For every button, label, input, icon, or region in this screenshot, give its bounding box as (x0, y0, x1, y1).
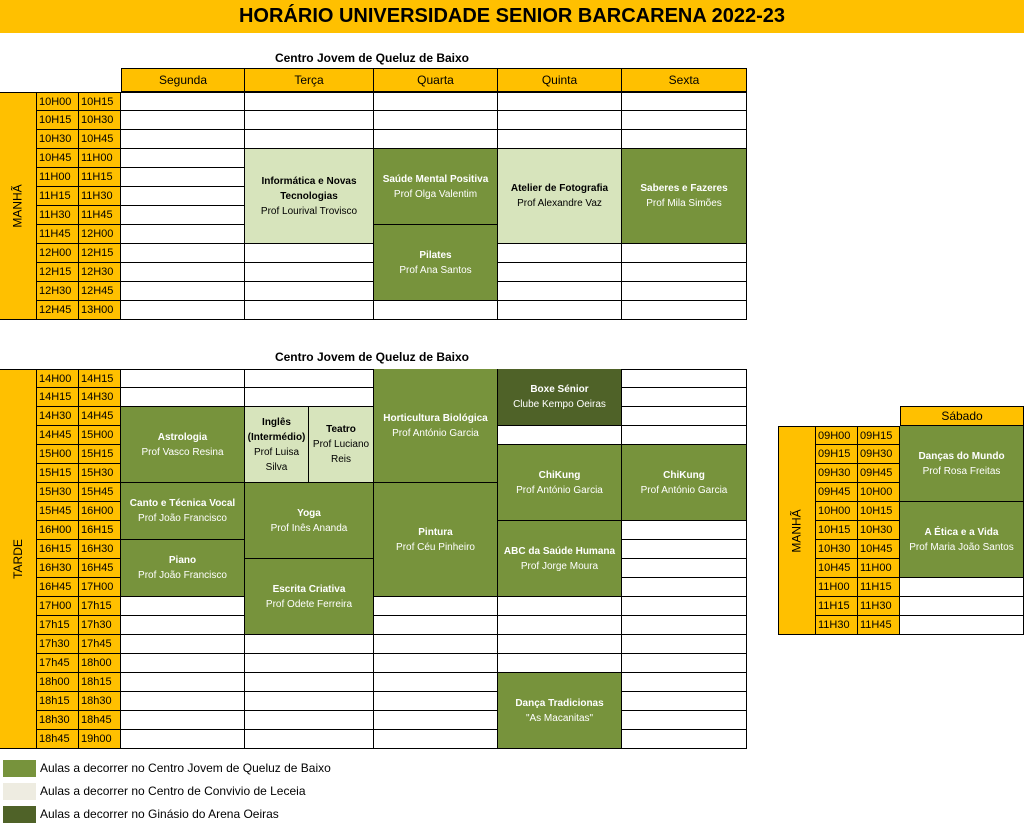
class-teacher: Clube Kempo Oeiras (513, 399, 606, 410)
empty-slot (121, 616, 245, 635)
period-label-text: MANHÃ (11, 184, 25, 228)
empty-slot (121, 263, 245, 282)
time-end: 11H30 (858, 597, 900, 616)
time-start: 18h30 (37, 711, 79, 730)
empty-slot (622, 540, 747, 559)
empty-slot (245, 263, 374, 282)
class-name: Saberes e Fazeres (640, 183, 728, 194)
empty-slot (245, 111, 374, 130)
empty-slot (121, 673, 245, 692)
empty-slot (245, 244, 374, 263)
class-name: Dança Tradicionas (515, 697, 604, 709)
class-teatro (309, 407, 374, 483)
morning-period-label (0, 92, 37, 320)
class-name: Horticultura Biológica (383, 412, 488, 424)
empty-slot (245, 673, 374, 692)
time-start: 10H00 (37, 92, 79, 111)
empty-slot (121, 225, 245, 244)
time-start: 09H00 (816, 426, 858, 445)
time-end: 14H15 (79, 369, 121, 388)
time-start: 10H00 (816, 502, 858, 521)
class-teacher: Prof João Francisco (138, 513, 227, 524)
period-label-text: TARDE (11, 539, 25, 579)
empty-slot (498, 282, 622, 301)
time-end: 09H45 (858, 464, 900, 483)
class-teacher: Prof António Garcia (516, 484, 603, 496)
empty-slot (121, 711, 245, 730)
time-start: 12H45 (37, 301, 79, 320)
time-end: 14H45 (79, 407, 121, 426)
empty-slot (622, 673, 747, 692)
time-end: 15H45 (79, 483, 121, 502)
empty-slot (498, 130, 622, 149)
class-teacher: Prof Jorge Moura (520, 560, 599, 572)
time-start: 15H30 (37, 483, 79, 502)
time-start: 17h45 (37, 654, 79, 673)
empty-slot (121, 692, 245, 711)
empty-slot (498, 301, 622, 320)
empty-slot (245, 654, 374, 673)
class-abc-saude (498, 521, 622, 597)
empty-slot (622, 521, 747, 540)
class-dancas-mundo (900, 426, 1024, 502)
empty-slot (622, 263, 747, 282)
time-start: 09H15 (816, 445, 858, 464)
time-end: 12H30 (79, 263, 121, 282)
time-start: 16H45 (37, 578, 79, 597)
class-ingles (245, 407, 309, 483)
class-fotografia (498, 149, 622, 244)
class-teacher: "As Macanitas" (525, 712, 594, 724)
empty-slot (245, 130, 374, 149)
class-teacher: Prof Ana Santos (399, 264, 472, 276)
empty-slot (121, 369, 245, 388)
class-saude-mental (374, 149, 498, 225)
time-start: 16H30 (37, 559, 79, 578)
time-start: 17h15 (37, 616, 79, 635)
time-end: 16H45 (79, 559, 121, 578)
empty-slot (498, 635, 622, 654)
empty-slot (622, 578, 747, 597)
time-end: 18h45 (79, 711, 121, 730)
class-pintura (374, 483, 498, 597)
empty-slot (245, 92, 374, 111)
time-start: 18h45 (37, 730, 79, 749)
class-chikung-sexta (622, 445, 747, 521)
class-piano (121, 540, 245, 597)
class-name: Atelier de Fotografia (510, 183, 609, 194)
empty-slot (245, 692, 374, 711)
class-name: Astrologia (157, 431, 208, 443)
time-start: 17H00 (37, 597, 79, 616)
class-name: Yoga (297, 507, 321, 519)
class-danca (498, 673, 622, 749)
empty-slot (374, 654, 498, 673)
time-end: 10H30 (79, 111, 121, 130)
empty-slot (374, 111, 498, 130)
day-header-terça: Terça (245, 68, 374, 92)
class-teacher: Prof Alexandre Vaz (517, 198, 602, 209)
empty-slot (245, 635, 374, 654)
empty-slot (498, 263, 622, 282)
time-end: 11H15 (858, 578, 900, 597)
empty-slot (374, 130, 498, 149)
class-name: Saúde Mental Positiva (382, 173, 489, 185)
empty-slot (121, 92, 245, 111)
class-teacher: Prof Maria João Santos (909, 541, 1014, 553)
time-start: 14H00 (37, 369, 79, 388)
empty-slot (498, 616, 622, 635)
time-end: 11H15 (79, 168, 121, 187)
time-end: 19h00 (79, 730, 121, 749)
class-pilates (374, 225, 498, 301)
empty-slot (121, 654, 245, 673)
empty-slot (622, 616, 747, 635)
morning-venue-title: Centro Jovem de Queluz de Baixo (274, 51, 470, 65)
class-name: Piano (168, 555, 197, 566)
legend-label-arena: Aulas a decorrer no Ginásio do Arena Oeiras (40, 807, 279, 821)
empty-slot (622, 559, 747, 578)
empty-slot (121, 111, 245, 130)
empty-slot (622, 407, 747, 426)
empty-slot (622, 92, 747, 111)
time-end: 12H15 (79, 244, 121, 263)
empty-slot (121, 130, 245, 149)
saturday-period-label (778, 426, 816, 635)
class-name: ABC da Saúde Humana (503, 545, 616, 557)
time-start: 12H30 (37, 282, 79, 301)
time-end: 15H00 (79, 426, 121, 445)
time-end: 10H30 (858, 521, 900, 540)
time-start: 10H15 (37, 111, 79, 130)
time-end: 12H00 (79, 225, 121, 244)
time-end: 17H00 (79, 578, 121, 597)
time-start: 15H00 (37, 445, 79, 464)
empty-slot (900, 578, 1024, 597)
class-name: Informática e Novas Tecnologias (261, 175, 357, 202)
time-end: 15H30 (79, 464, 121, 483)
time-start: 09H45 (816, 483, 858, 502)
time-start: 10H30 (37, 130, 79, 149)
empty-slot (622, 130, 747, 149)
morning-schedule-grid (0, 68, 747, 321)
time-end: 11H45 (858, 616, 900, 635)
class-yoga (245, 483, 374, 559)
class-name: Pilates (419, 249, 452, 261)
empty-slot (121, 730, 245, 749)
empty-slot (121, 635, 245, 654)
time-end: 16H00 (79, 502, 121, 521)
class-astrologia (121, 407, 245, 483)
day-header-sabado: Sábado (900, 406, 1024, 426)
afternoon-schedule-grid (0, 369, 747, 749)
empty-slot (498, 597, 622, 616)
class-name: Pintura (418, 526, 453, 538)
class-teacher: Prof Olga Valentim (393, 188, 478, 200)
time-start: 11H15 (816, 597, 858, 616)
time-end: 10H15 (79, 92, 121, 111)
time-start: 10H30 (816, 540, 858, 559)
legend-swatch-arena (3, 806, 36, 823)
day-header-sexta: Sexta (622, 68, 747, 92)
empty-slot (498, 426, 622, 445)
afternoon-venue-title: Centro Jovem de Queluz de Baixo (274, 350, 470, 364)
time-end: 17h30 (79, 616, 121, 635)
time-start: 14H15 (37, 388, 79, 407)
time-end: 10H00 (858, 483, 900, 502)
empty-slot (374, 692, 498, 711)
time-end: 12H45 (79, 282, 121, 301)
empty-slot (622, 597, 747, 616)
class-teacher: Prof Inês Ananda (270, 522, 348, 534)
empty-slot (374, 92, 498, 111)
empty-slot (121, 187, 245, 206)
empty-slot (245, 730, 374, 749)
empty-slot (622, 692, 747, 711)
empty-slot (622, 635, 747, 654)
empty-slot (622, 730, 747, 749)
time-start: 11H30 (37, 206, 79, 225)
empty-slot (900, 597, 1024, 616)
time-end: 11H45 (79, 206, 121, 225)
time-start: 12H15 (37, 263, 79, 282)
time-end: 09H15 (858, 426, 900, 445)
class-informatica (245, 149, 374, 244)
period-label-text: MANHÃ (790, 508, 804, 553)
time-end: 13H00 (79, 301, 121, 320)
class-teacher: Prof Luisa Silva (253, 446, 300, 473)
empty-slot (121, 597, 245, 616)
empty-slot (374, 673, 498, 692)
class-name: A Ética e a Vida (924, 526, 999, 538)
time-end: 18h15 (79, 673, 121, 692)
time-end: 11H00 (858, 559, 900, 578)
empty-slot (622, 111, 747, 130)
empty-slot (374, 616, 498, 635)
time-end: 11H30 (79, 187, 121, 206)
day-header-quarta: Quarta (374, 68, 498, 92)
time-start: 17h30 (37, 635, 79, 654)
empty-slot (498, 111, 622, 130)
empty-slot (622, 244, 747, 263)
empty-slot (121, 301, 245, 320)
class-name: Inglês (Intermédio) (247, 416, 306, 443)
time-start: 18h15 (37, 692, 79, 711)
time-start: 16H15 (37, 540, 79, 559)
time-end: 10H45 (79, 130, 121, 149)
time-end: 14H30 (79, 388, 121, 407)
saturday-schedule-grid (778, 406, 1024, 636)
class-name: ChiKung (663, 469, 705, 481)
time-start: 15H45 (37, 502, 79, 521)
class-name: Teatro (326, 424, 356, 435)
time-start: 11H45 (37, 225, 79, 244)
time-end: 18h30 (79, 692, 121, 711)
time-start: 18h00 (37, 673, 79, 692)
empty-slot (900, 616, 1024, 635)
class-teacher: Prof Luciano Reis (312, 439, 370, 465)
empty-slot (622, 388, 747, 407)
empty-slot (622, 282, 747, 301)
class-horticultura (374, 369, 498, 483)
empty-slot (374, 635, 498, 654)
time-start: 11H00 (816, 578, 858, 597)
empty-slot (374, 730, 498, 749)
time-start: 14H45 (37, 426, 79, 445)
empty-slot (121, 244, 245, 263)
time-start: 14H30 (37, 407, 79, 426)
empty-slot (121, 168, 245, 187)
time-end: 16H15 (79, 521, 121, 540)
class-name: Escrita Criativa (272, 583, 346, 595)
empty-slot (374, 301, 498, 320)
time-start: 16H00 (37, 521, 79, 540)
time-end: 18h00 (79, 654, 121, 673)
time-start: 10H15 (816, 521, 858, 540)
time-end: 17h15 (79, 597, 121, 616)
class-teacher: Prof António Garcia (392, 427, 479, 439)
empty-slot (622, 301, 747, 320)
time-end: 16H30 (79, 540, 121, 559)
legend-label-queluz: Aulas a decorrer no Centro Jovem de Queluz de Baixo (40, 761, 331, 775)
time-end: 17h45 (79, 635, 121, 654)
time-end: 15H15 (79, 445, 121, 464)
empty-slot (121, 388, 245, 407)
class-chikung-quinta (498, 445, 622, 521)
class-teacher: Prof António Garcia (640, 484, 728, 496)
page-title: HORÁRIO UNIVERSIDADE SENIOR BARCARENA 2022-23 (0, 0, 1024, 33)
empty-slot (245, 369, 374, 388)
legend-swatch-leceia (3, 783, 36, 800)
class-teacher: Prof Lourival Trovisco (260, 205, 358, 217)
legend-swatch-queluz (3, 760, 36, 777)
class-name: Canto e Técnica Vocal (129, 498, 236, 509)
class-name: Danças do Mundo (918, 450, 1005, 462)
class-teacher: Prof Céu Pinheiro (396, 541, 475, 553)
class-escrita (245, 559, 374, 635)
time-start: 11H30 (816, 616, 858, 635)
empty-slot (121, 282, 245, 301)
time-start: 10H45 (816, 559, 858, 578)
class-canto (121, 483, 245, 540)
afternoon-period-label (0, 369, 37, 749)
time-start: 12H00 (37, 244, 79, 263)
time-start: 11H15 (37, 187, 79, 206)
empty-slot (245, 388, 374, 407)
class-teacher: Prof João Francisco (138, 570, 227, 581)
empty-slot (245, 282, 374, 301)
time-end: 10H15 (858, 502, 900, 521)
time-end: 10H45 (858, 540, 900, 559)
empty-slot (498, 654, 622, 673)
class-teacher: Prof Vasco Resina (141, 446, 224, 458)
empty-slot (245, 301, 374, 320)
legend-label-leceia: Aulas a decorrer no Centro de Convivio de Leceia (40, 784, 306, 798)
class-boxe (498, 369, 622, 426)
time-end: 11H00 (79, 149, 121, 168)
empty-slot (622, 711, 747, 730)
class-name: Boxe Sénior (530, 384, 589, 395)
day-header-segunda: Segunda (121, 68, 245, 92)
empty-slot (245, 711, 374, 730)
empty-slot (622, 654, 747, 673)
empty-slot (498, 92, 622, 111)
class-teacher: Prof Rosa Freitas (922, 465, 1001, 477)
time-start: 15H15 (37, 464, 79, 483)
empty-slot (121, 206, 245, 225)
empty-slot (622, 369, 747, 388)
time-end: 09H30 (858, 445, 900, 464)
class-teacher: Prof Odete Ferreira (265, 598, 353, 610)
time-start: 11H00 (37, 168, 79, 187)
empty-slot (498, 244, 622, 263)
time-start: 09H30 (816, 464, 858, 483)
class-name: ChiKung (538, 469, 581, 481)
class-etica (900, 502, 1024, 578)
empty-slot (374, 711, 498, 730)
time-start: 10H45 (37, 149, 79, 168)
class-saberes (622, 149, 747, 244)
day-header-quinta: Quinta (498, 68, 622, 92)
class-teacher: Prof Mila Simões (646, 198, 722, 209)
empty-slot (622, 426, 747, 445)
empty-slot (374, 597, 498, 616)
empty-slot (121, 149, 245, 168)
